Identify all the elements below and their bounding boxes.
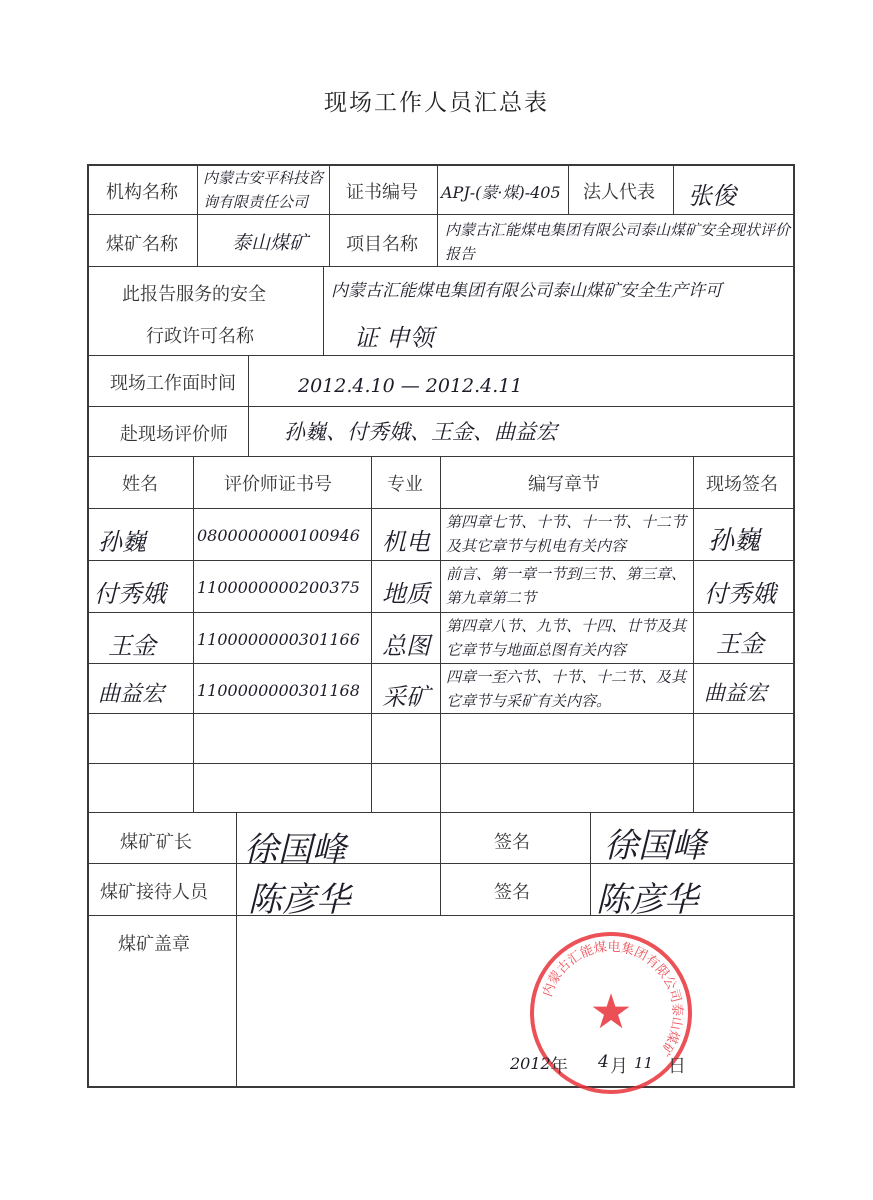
- col-divider: [590, 812, 591, 915]
- col-divider: [248, 406, 249, 457]
- staff-cert-no: 1100000000301168: [197, 681, 360, 700]
- mine-manager-name: 徐国峰: [244, 830, 346, 870]
- permit-value-line2: 证 申领: [354, 324, 434, 352]
- table-border-right: [793, 164, 795, 1088]
- col-divider: [329, 214, 330, 267]
- staff-name: 王金: [108, 632, 156, 660]
- project-name-label: 项目名称: [346, 234, 418, 255]
- receptionist-signature: 陈彦华: [596, 880, 698, 920]
- staff-signature: 王金: [716, 630, 764, 658]
- manager-signature: 徐国峰: [604, 826, 706, 866]
- col-divider: [568, 164, 569, 215]
- seal-text-path: 内蒙古汇能煤电集团有限公司泰山煤矿: [540, 939, 685, 1059]
- staff-signature: 曲益宏: [704, 681, 767, 705]
- staff-header-signature: 现场签名: [706, 474, 778, 495]
- staff-header-cert: 评价师证书号: [224, 474, 332, 495]
- mine-manager-label: 煤矿矿长: [120, 832, 192, 853]
- date-day: 11: [634, 1054, 654, 1072]
- onsite-time-label: 现场工作面时间: [110, 373, 236, 394]
- staff-specialty: 地质: [382, 580, 430, 608]
- staff-specialty: 机电: [382, 528, 430, 556]
- date-month-label: 月: [610, 1056, 628, 1077]
- manager-signature-label: 签名: [494, 832, 530, 853]
- staff-header-specialty: 专业: [387, 474, 423, 495]
- table-border-top: [87, 164, 794, 166]
- col-divider: [329, 164, 330, 215]
- col-divider: [236, 812, 237, 1087]
- col-divider: [197, 164, 198, 215]
- row-divider: [87, 406, 794, 407]
- col-divider: [440, 456, 441, 813]
- col-divider: [693, 456, 694, 813]
- col-divider: [440, 812, 441, 915]
- mine-name-value: 泰山煤矿: [232, 232, 309, 254]
- permit-value-line1: 内蒙古汇能煤电集团有限公司泰山煤矿安全生产许可: [331, 281, 722, 301]
- mine-name-label: 煤矿名称: [106, 234, 178, 255]
- date-day-label: 日: [668, 1056, 686, 1077]
- org-name-label: 机构名称: [106, 182, 178, 203]
- org-name-value: 内蒙古安平科技咨询有限责任公司: [203, 169, 324, 211]
- legal-rep-label: 法人代表: [583, 182, 655, 203]
- cert-no-value: APJ-(蒙·煤)-405: [441, 183, 561, 202]
- col-divider: [323, 266, 324, 356]
- evaluators-value: 孙巍、付秀娥、王金、曲益宏: [284, 420, 557, 444]
- permit-label-line1: 此报告服务的安全: [122, 284, 266, 305]
- staff-cert-no: 1100000000200375: [197, 578, 360, 597]
- receptionist-signature-label: 签名: [494, 882, 530, 903]
- receptionist-label: 煤矿接待人员: [100, 882, 208, 903]
- col-divider: [673, 164, 674, 215]
- col-divider: [193, 456, 194, 813]
- project-name-value: 内蒙古汇能煤电集团有限公司泰山煤矿安全现状评价报告: [445, 221, 791, 263]
- seal-star: ★: [589, 984, 633, 1040]
- staff-chapters: 前言、第一章一节到三节、第三章、第九章第二节: [446, 565, 687, 607]
- staff-header-name: 姓名: [122, 474, 158, 495]
- table-border-left: [87, 164, 89, 1088]
- staff-cert-no: 1100000000301166: [197, 630, 360, 649]
- onsite-time-value: 2012.4.10 — 2012.4.11: [298, 375, 523, 397]
- staff-name: 孙巍: [98, 528, 146, 556]
- row-divider: [87, 266, 794, 267]
- cert-no-label: 证书编号: [346, 182, 418, 203]
- permit-label-line2: 行政许可名称: [146, 326, 254, 347]
- legal-rep-value: 张俊: [688, 182, 736, 210]
- staff-header-chapters: 编写章节: [528, 474, 600, 495]
- row-divider: [87, 214, 794, 215]
- staff-chapters: 四章一至六节、十节、十二节、及其它章节与采矿有关内容。: [446, 668, 687, 710]
- col-divider: [248, 355, 249, 407]
- page-title: 现场工作人员汇总表: [324, 90, 549, 116]
- date-year-label: 年: [550, 1056, 568, 1077]
- staff-cert-no: 0800000000100946: [197, 526, 360, 545]
- staff-specialty: 采矿: [382, 683, 430, 711]
- evaluators-label: 赴现场评价师: [120, 424, 228, 445]
- staff-signature: 付秀娥: [704, 580, 776, 608]
- col-divider: [197, 214, 198, 267]
- date-year: 2012: [510, 1054, 551, 1073]
- seal-label: 煤矿盖章: [118, 934, 190, 955]
- col-divider: [437, 214, 438, 267]
- staff-specialty: 总图: [382, 632, 430, 660]
- row-divider: [87, 355, 794, 356]
- staff-chapters: 第四章七节、十节、十一节、十二节及其它章节与机电有关内容: [446, 513, 687, 555]
- staff-name: 曲益宏: [98, 682, 165, 707]
- staff-name: 付秀娥: [94, 580, 166, 608]
- staff-signature: 孙巍: [708, 526, 761, 556]
- date-month: 4: [598, 1052, 609, 1072]
- col-divider: [371, 456, 372, 813]
- staff-chapters: 第四章八节、九节、十四、廿节及其它章节与地面总图有关内容: [446, 617, 687, 659]
- receptionist-name: 陈彦华: [248, 880, 350, 920]
- col-divider: [437, 164, 438, 215]
